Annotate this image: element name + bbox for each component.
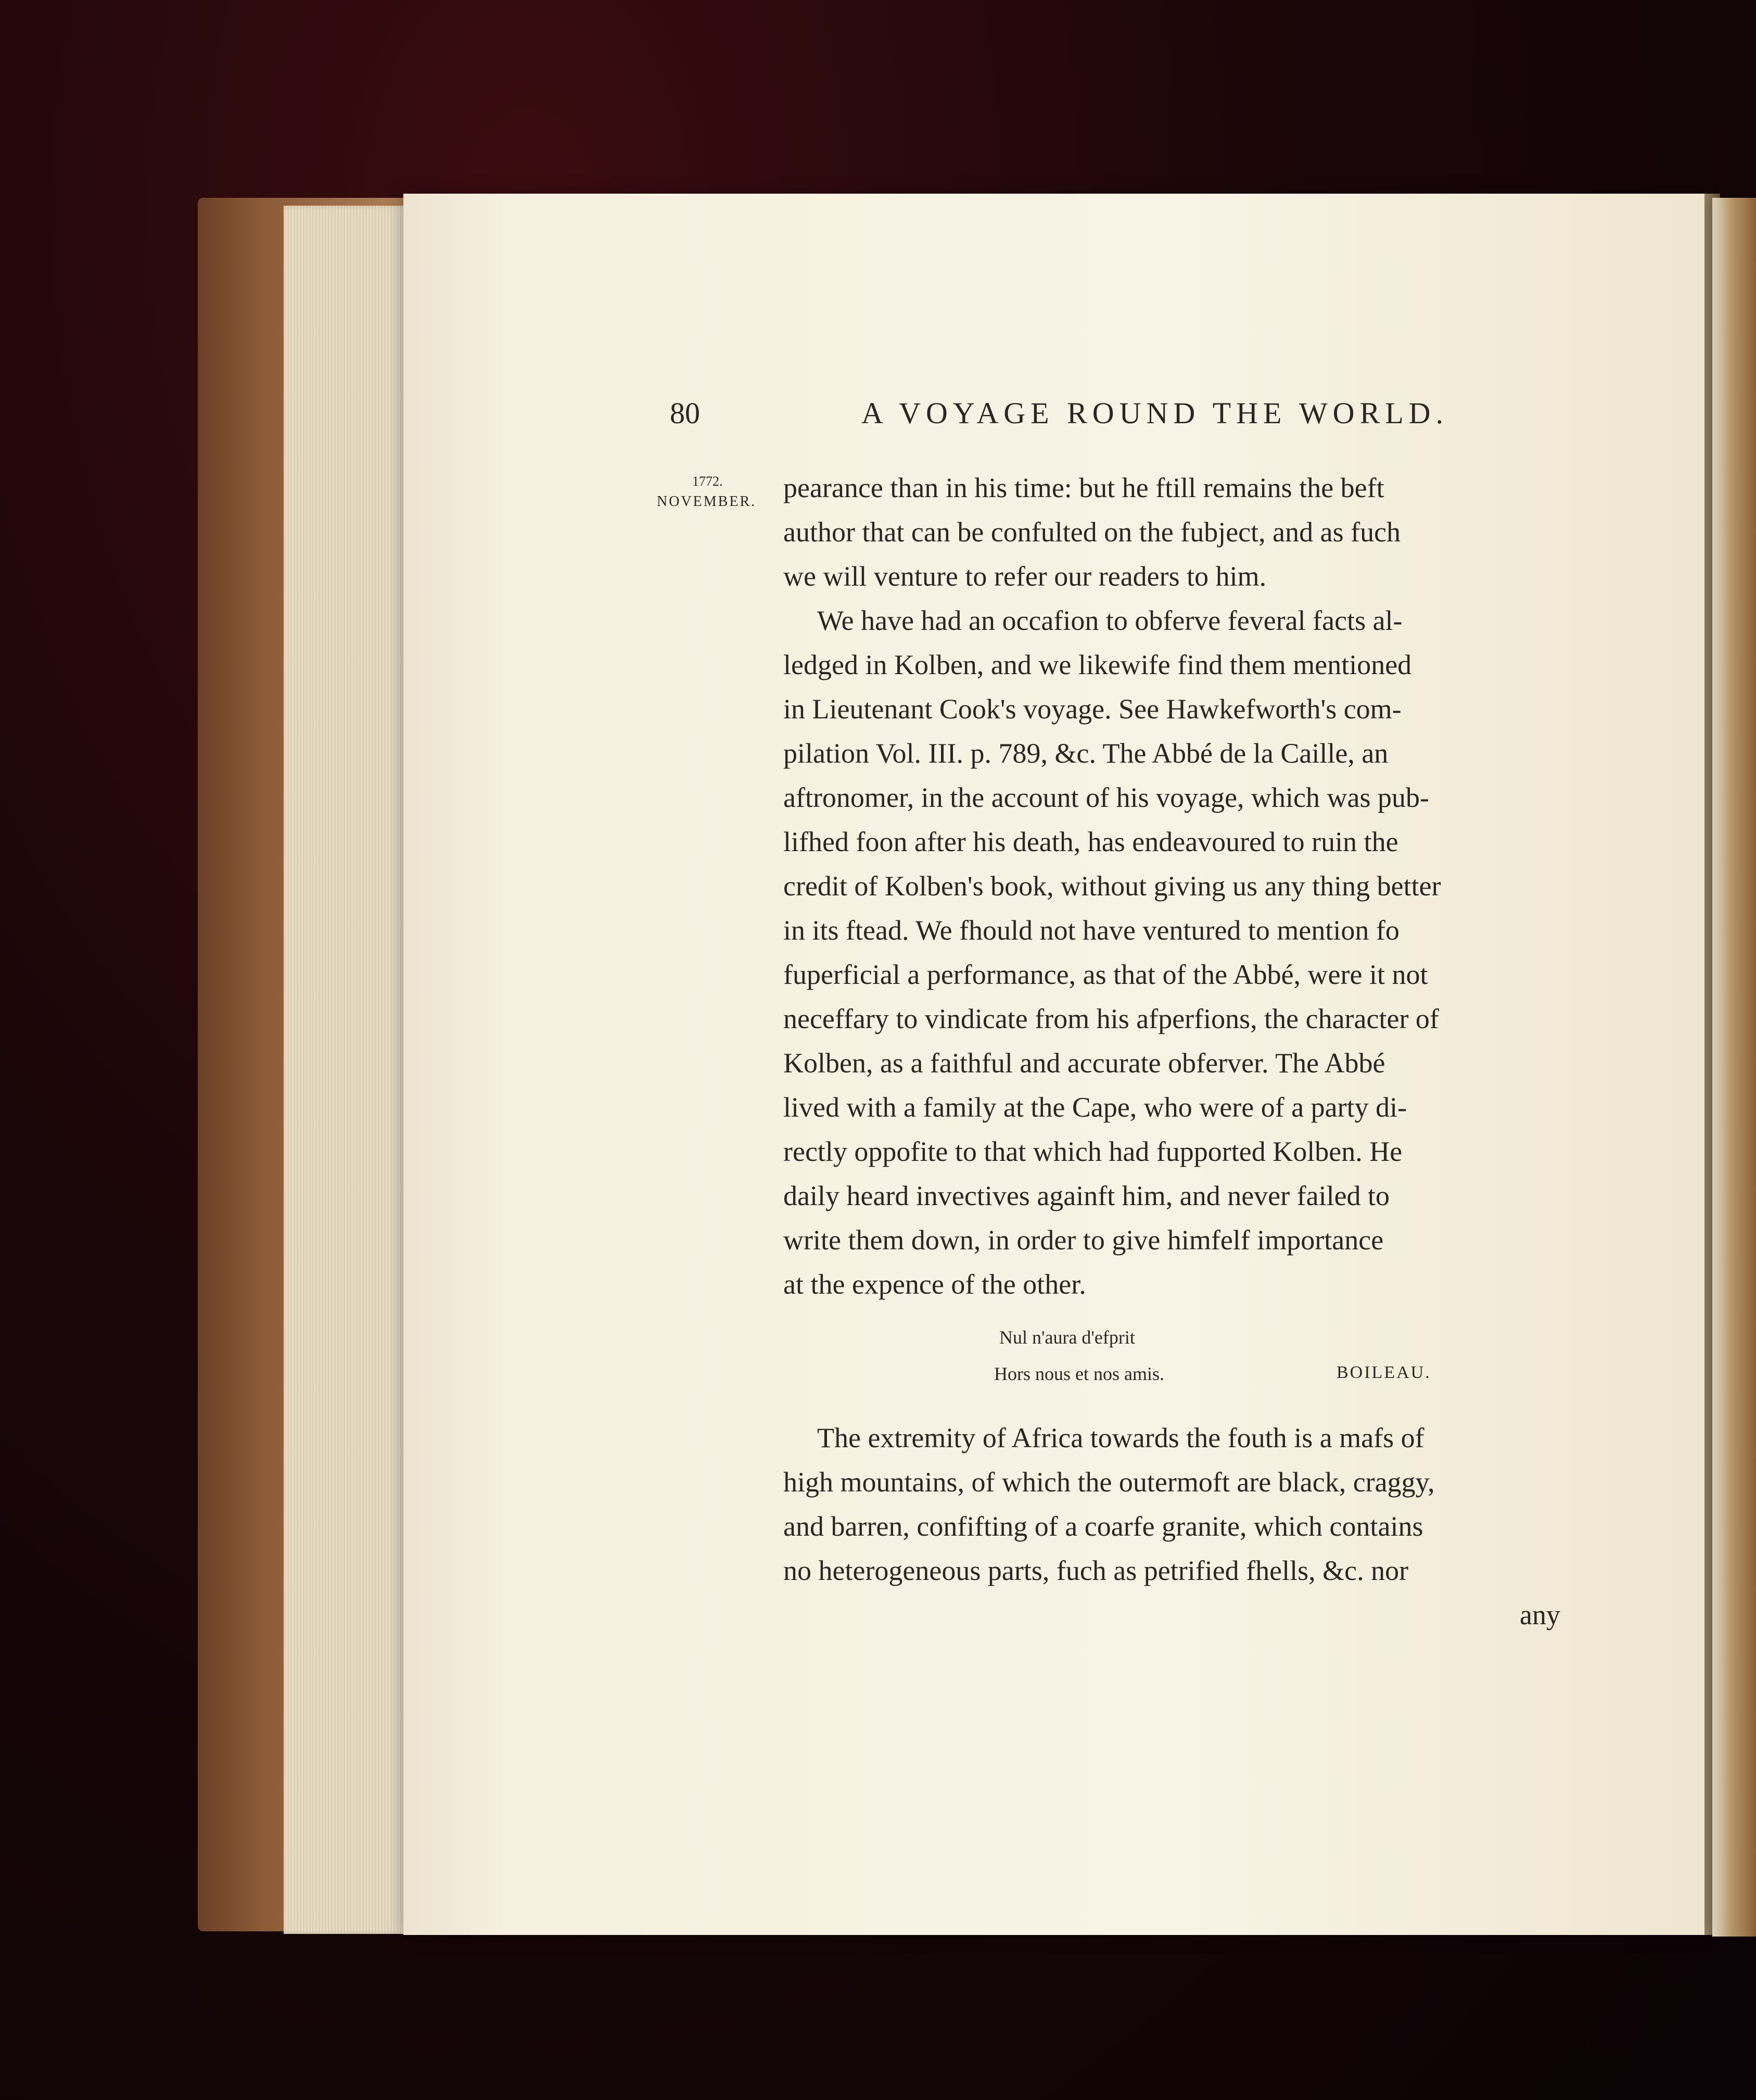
body-line: The extremity of Africa towards the fouth is a mafs of bbox=[817, 1422, 1424, 1453]
body-line: pearance than in his time: but he ftill remains the beft bbox=[783, 472, 1384, 503]
body-line: no heterogeneous parts, fuch as petrified fhells, &c. nor bbox=[783, 1555, 1409, 1586]
body-line: in its ftead. We fhould not have ventured to mention fo bbox=[783, 915, 1399, 946]
body-line: at the expence of the other. bbox=[783, 1269, 1086, 1300]
body-line: lived with a family at the Cape, who were of a party di- bbox=[783, 1092, 1407, 1123]
body-line: write them down, in order to give himfelf importance bbox=[783, 1224, 1384, 1256]
body-line: credit of Kolben's book, without giving us any thing better bbox=[783, 870, 1441, 902]
quote-attribution: BOILEAU. bbox=[1337, 1363, 1431, 1382]
margin-note-month: NOVEMBER. bbox=[657, 494, 757, 510]
body-line: aftronomer, in the account of his voyage, which was pub- bbox=[783, 782, 1429, 813]
body-line: and barren, confifting of a coarfe granite, which contains bbox=[783, 1511, 1423, 1542]
body-line: lifhed foon after his death, has endeavoured to ruin the bbox=[783, 826, 1398, 857]
body-line: fuperficial a performance, as that of the Abbé, were it not bbox=[783, 959, 1428, 990]
catchword: any bbox=[1520, 1599, 1560, 1630]
page-number: 80 bbox=[670, 396, 700, 430]
quote-line: Hors nous et nos amis. bbox=[994, 1363, 1164, 1384]
body-line: daily heard invectives againft him, and never failed to bbox=[783, 1180, 1390, 1211]
body-line: Kolben, as a faithful and accurate obferver. The Abbé bbox=[783, 1047, 1385, 1079]
body-line: ledged in Kolben, and we likewife find them mentioned bbox=[783, 649, 1412, 680]
quote-line: Nul n'aura d'efprit bbox=[999, 1327, 1135, 1348]
body-line: high mountains, of which the outermoft are black, craggy, bbox=[783, 1466, 1435, 1498]
body-line: neceffary to vindicate from his afperfions, the character of bbox=[783, 1003, 1439, 1034]
body-line: author that can be confulted on the fubject, and as fuch bbox=[783, 516, 1401, 548]
page-block-edge bbox=[284, 206, 409, 1934]
body-line: we will venture to refer our readers to him. bbox=[783, 561, 1267, 592]
margin-note-year: 1772. bbox=[692, 474, 723, 489]
body-line: rectly oppofite to that which had fupported Kolben. He bbox=[783, 1136, 1403, 1167]
body-line: pilation Vol. III. p. 789, &c. The Abbé de la Caille, an bbox=[783, 738, 1389, 769]
body-line: We have had an occafion to obferve feveral facts al- bbox=[817, 605, 1403, 636]
body-line: in Lieutenant Cook's voyage. See Hawkefworth's com- bbox=[783, 693, 1402, 725]
facing-page-edge bbox=[1712, 198, 1756, 1937]
running-head: A VOYAGE ROUND THE WORLD. bbox=[861, 396, 1449, 430]
